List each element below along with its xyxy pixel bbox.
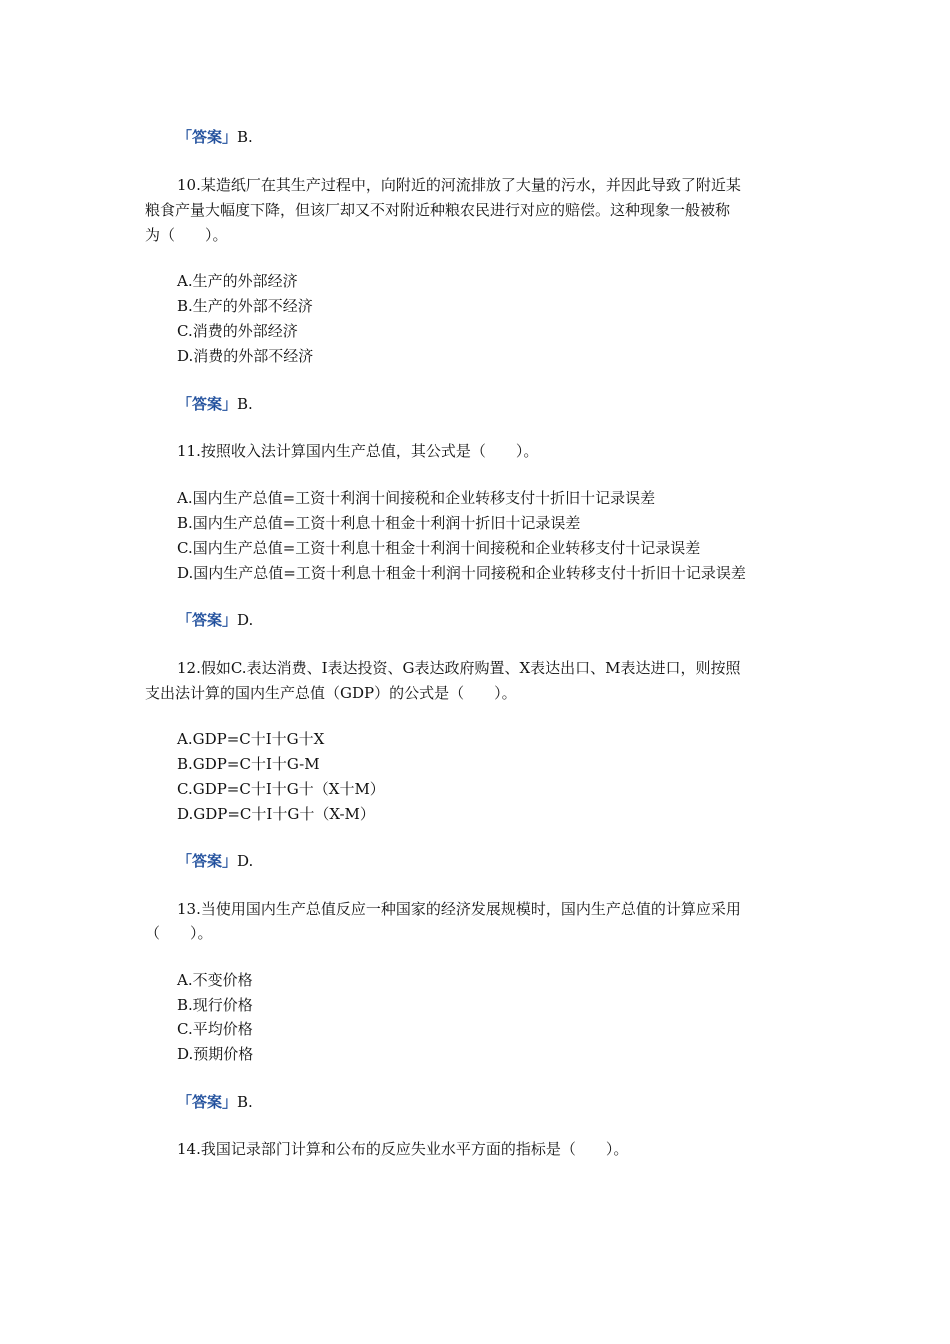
question-12-option-b: B.GDP=C十I十G-M bbox=[177, 755, 320, 773]
question-12-option-d: D.GDP=C十I十G十（X-M） bbox=[177, 805, 375, 823]
answer-value: B. bbox=[237, 128, 253, 146]
answer-q11 bbox=[177, 609, 253, 631]
question-10-option-d: D.消费的外部不经济 bbox=[177, 347, 314, 365]
answer-label: 「答案」 bbox=[177, 1093, 238, 1111]
question-10-option-a: A.生产的外部经济 bbox=[177, 272, 298, 290]
question-11-line-1: 11.按照收入法计算国内生产总值，其公式是（ ）。 bbox=[177, 442, 539, 460]
question-12-option-c: C.GDP=C十I十G十（X十M） bbox=[177, 780, 385, 798]
question-12-line-2: 支出法计算的国内生产总值（GDP）的公式是（ ）。 bbox=[145, 684, 517, 702]
answer-q9 bbox=[177, 126, 253, 148]
answer-value: B. bbox=[237, 395, 253, 413]
question-14-line-1: 14.我国记录部门计算和公布的反应失业水平方面的指标是（ ）。 bbox=[177, 1140, 629, 1158]
question-10-option-b: B.生产的外部不经济 bbox=[177, 297, 313, 315]
answer-value: D. bbox=[237, 852, 254, 870]
question-12-option-a: A.GDP=C十I十G十X bbox=[177, 730, 325, 748]
question-12-line-1: 12.假如C.表达消费、I表达投资、G表达政府购置、X表达出口、M表达进口，则按照 bbox=[177, 659, 741, 677]
answer-label: 「答案」 bbox=[177, 128, 238, 146]
question-13-line-1: 13.当使用国内生产总值反应一种国家的经济发展规模时，国内生产总值的计算应采用 bbox=[177, 900, 741, 918]
question-11-option-d: D.国内生产总值=工资十利息十租金十利润十同接税和企业转移支付十折旧十记录误差 bbox=[177, 564, 746, 582]
answer-value: B. bbox=[237, 1093, 253, 1111]
answer-q13 bbox=[177, 1091, 253, 1113]
question-10-line-2: 粮食产量大幅度下降，但该厂却又不对附近种粮农民进行对应的赔偿。这种现象一般被称 bbox=[145, 201, 731, 219]
answer-q10 bbox=[177, 393, 253, 415]
answer-label: 「答案」 bbox=[177, 852, 238, 870]
question-13-line-2: （ ）。 bbox=[145, 924, 213, 942]
answer-value: D. bbox=[237, 611, 254, 629]
answer-label: 「答案」 bbox=[177, 611, 238, 629]
answer-q12 bbox=[177, 850, 253, 872]
answer-label: 「答案」 bbox=[177, 395, 238, 413]
question-10-line-1: 10.某造纸厂在其生产过程中，向附近的河流排放了大量的污水，并因此导致了附近某 bbox=[177, 176, 741, 194]
question-11-option-b: B.国内生产总值=工资十利息十租金十利润十折旧十记录误差 bbox=[177, 514, 581, 532]
question-10-line-3: 为（ ）。 bbox=[145, 226, 228, 244]
question-10-option-c: C.消费的外部经济 bbox=[177, 322, 298, 340]
question-13-option-a: A.不变价格 bbox=[177, 971, 253, 989]
question-13-option-c: C.平均价格 bbox=[177, 1020, 253, 1038]
question-13-option-b: B.现行价格 bbox=[177, 996, 253, 1014]
question-11-option-a: A.国内生产总值=工资十利润十间接税和企业转移支付十折旧十记录误差 bbox=[177, 489, 656, 507]
question-13-option-d: D.预期价格 bbox=[177, 1045, 254, 1063]
question-11-option-c: C.国内生产总值=工资十利息十租金十利润十间接税和企业转移支付十记录误差 bbox=[177, 539, 701, 557]
